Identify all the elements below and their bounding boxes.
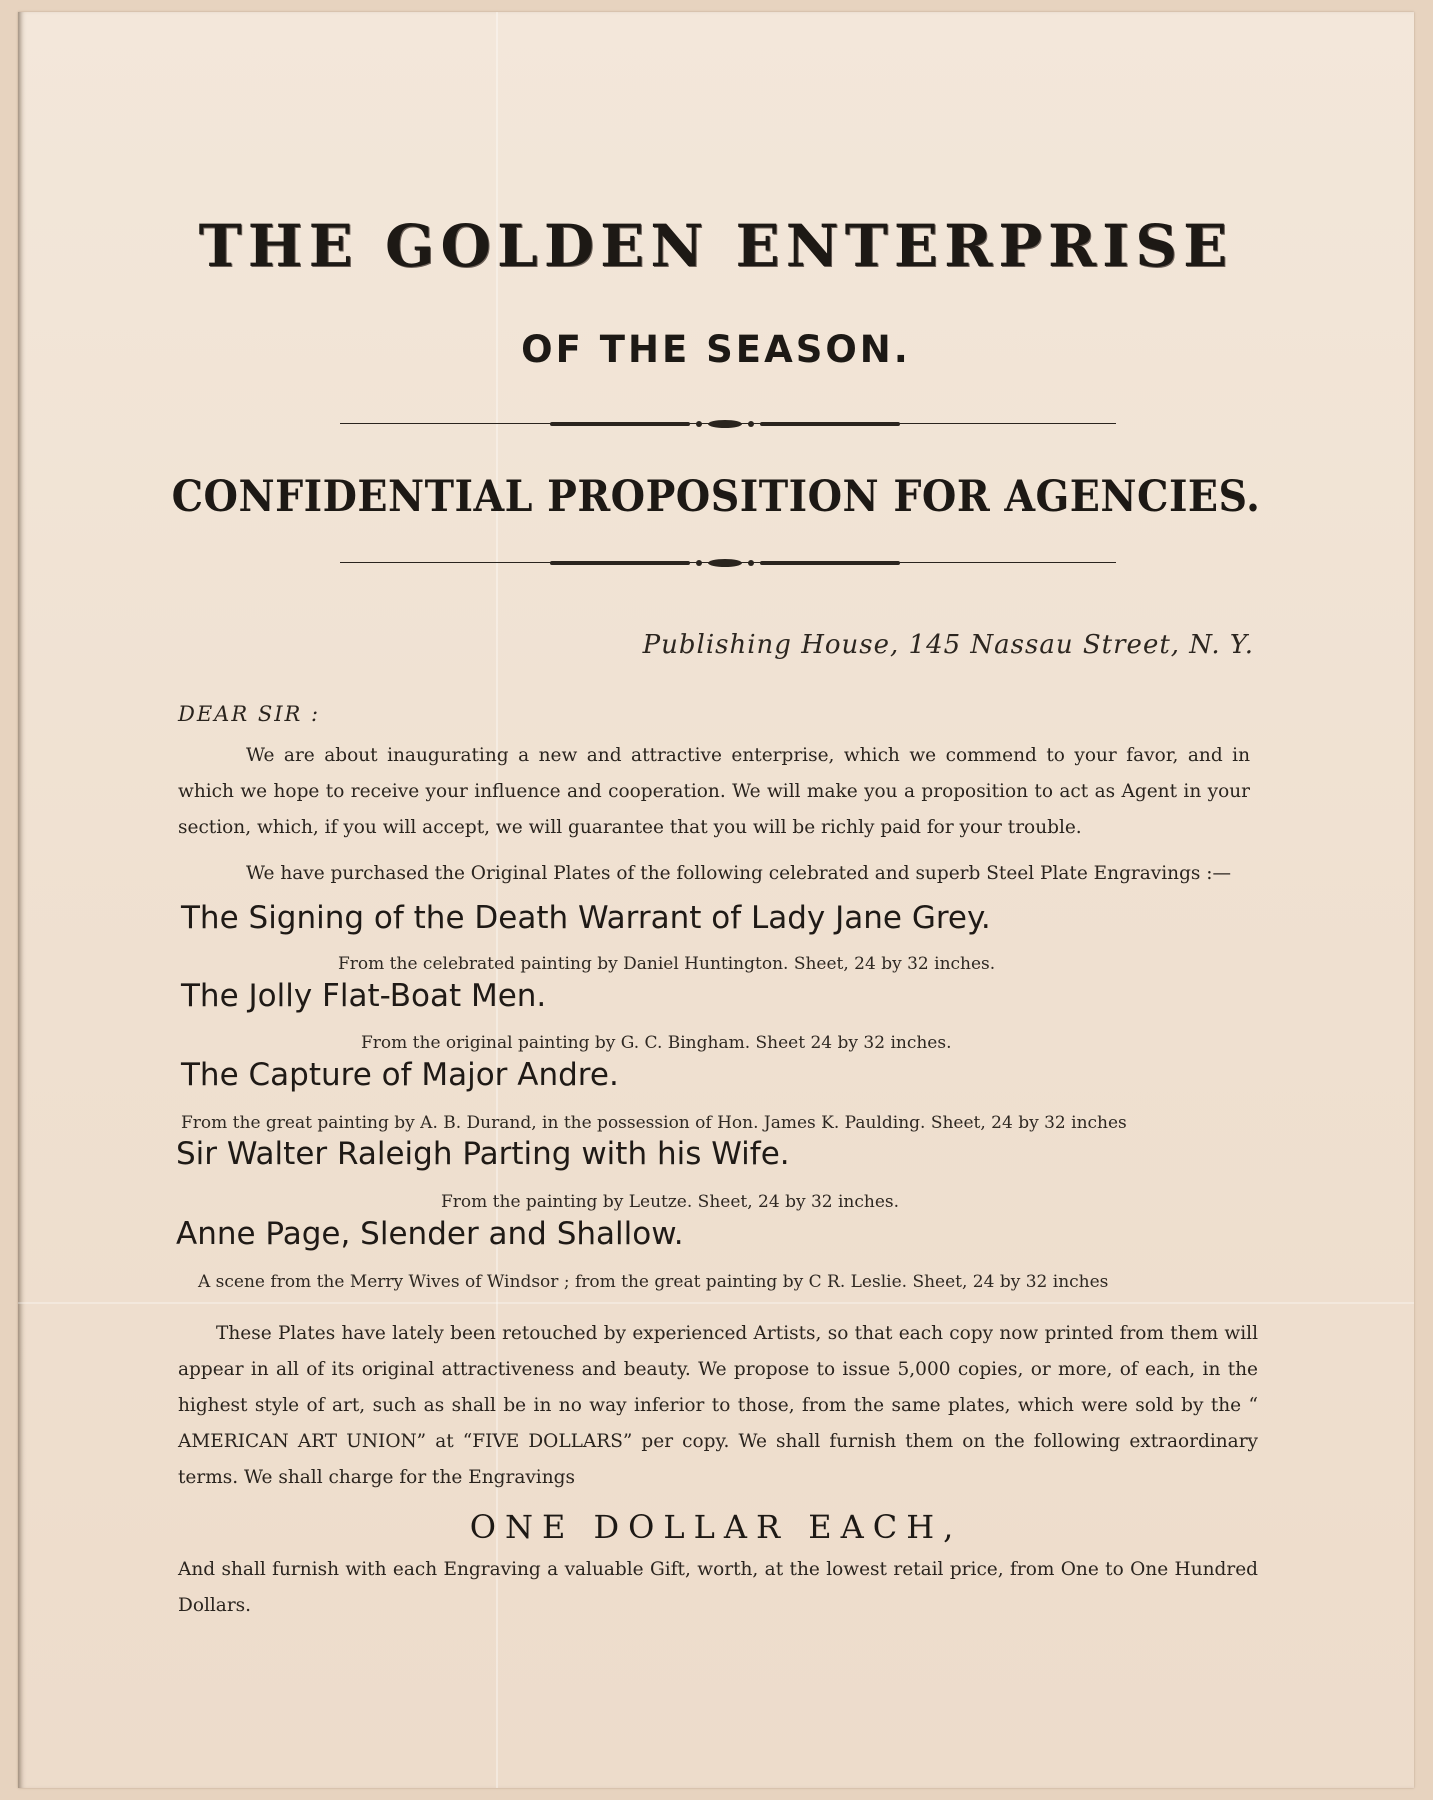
offer-paragraph-text: These Plates have lately been retouched by experienced Artists, so that each copy now printed from them will appear in all of its original attractiveness and beauty. We propose to issue 5,000 copies, or more, of each, in the highest style of art, such as shall be in no way inferior to those, from the same plates, which were sold by the “ AMERICAN ART UNION” at “FIVE DOLLARS” per copy. We shall furnish them on the following extraordinary terms. We shall charge for the Engravings [178,1323,1258,1488]
offer-paragraph [178,1316,1258,1496]
engraving-title: The Jolly Flat-Boat Men. [181,978,547,1014]
printed-sheet [18,12,1414,1788]
publishing-house-address: Publishing House, 145 Nassau Street, N. Y. [642,630,1254,660]
plates-paragraph: We have purchased the Original Plates of the following celebrated and superb Steel Plate Engravings :— [246,863,1232,884]
headline-confidential-proposition: CONFIDENTIAL PROPOSITION FOR AGENCIES. [171,472,1261,522]
headline-of-the-season: OF THE SEASON. [521,328,911,371]
paper-fold [18,1302,1414,1304]
intro-paragraph [178,738,1250,846]
salutation: DEAR SIR : [178,702,321,726]
intro-paragraph-text: We are about inaugurating a new and attractive enterprise, which we commend to your favor, and in which we hope to receive your influence and cooperation. We will make you a proposition to act as Agent in your section, which, if you will accept, we will guarantee that you will be richly paid for your trouble. [178,745,1250,838]
engraving-title: The Signing of the Death Warrant of Lady Jane Grey. [181,900,991,936]
engraving-detail: From the original painting by G. C. Bingham. Sheet 24 by 32 inches. [361,1033,952,1053]
engraving-detail: From the great painting by A. B. Durand, in the possession of Hon. James K. Paulding. Sheet, 24 by 32 inches [181,1113,1127,1133]
ornamental-rule [340,559,1116,567]
headline-golden-enterprise: THE GOLDEN ENTERPRISE [198,212,1234,280]
engraving-title: Sir Walter Raleigh Parting with his Wife. [176,1136,790,1172]
engraving-title: The Capture of Major Andre. [181,1057,619,1093]
engraving-title: Anne Page, Slender and Shallow. [176,1216,684,1252]
ornamental-rule [340,420,1116,428]
engraving-detail: From the celebrated painting by Daniel Huntington. Sheet, 24 by 32 inches. [338,954,996,974]
engraving-detail: A scene from the Merry Wives of Windsor ; from the great painting by C R. Leslie. Sheet, 24 by 32 inches [198,1272,1109,1292]
price-headline: ONE DOLLAR EACH, [469,1508,963,1546]
gift-paragraph: And shall furnish with each Engraving a valuable Gift, worth, at the lowest retail price, from One to One Hundred Dollars. [178,1559,1258,1616]
engraving-detail: From the painting by Leutze. Sheet, 24 by 32 inches. [441,1192,900,1212]
